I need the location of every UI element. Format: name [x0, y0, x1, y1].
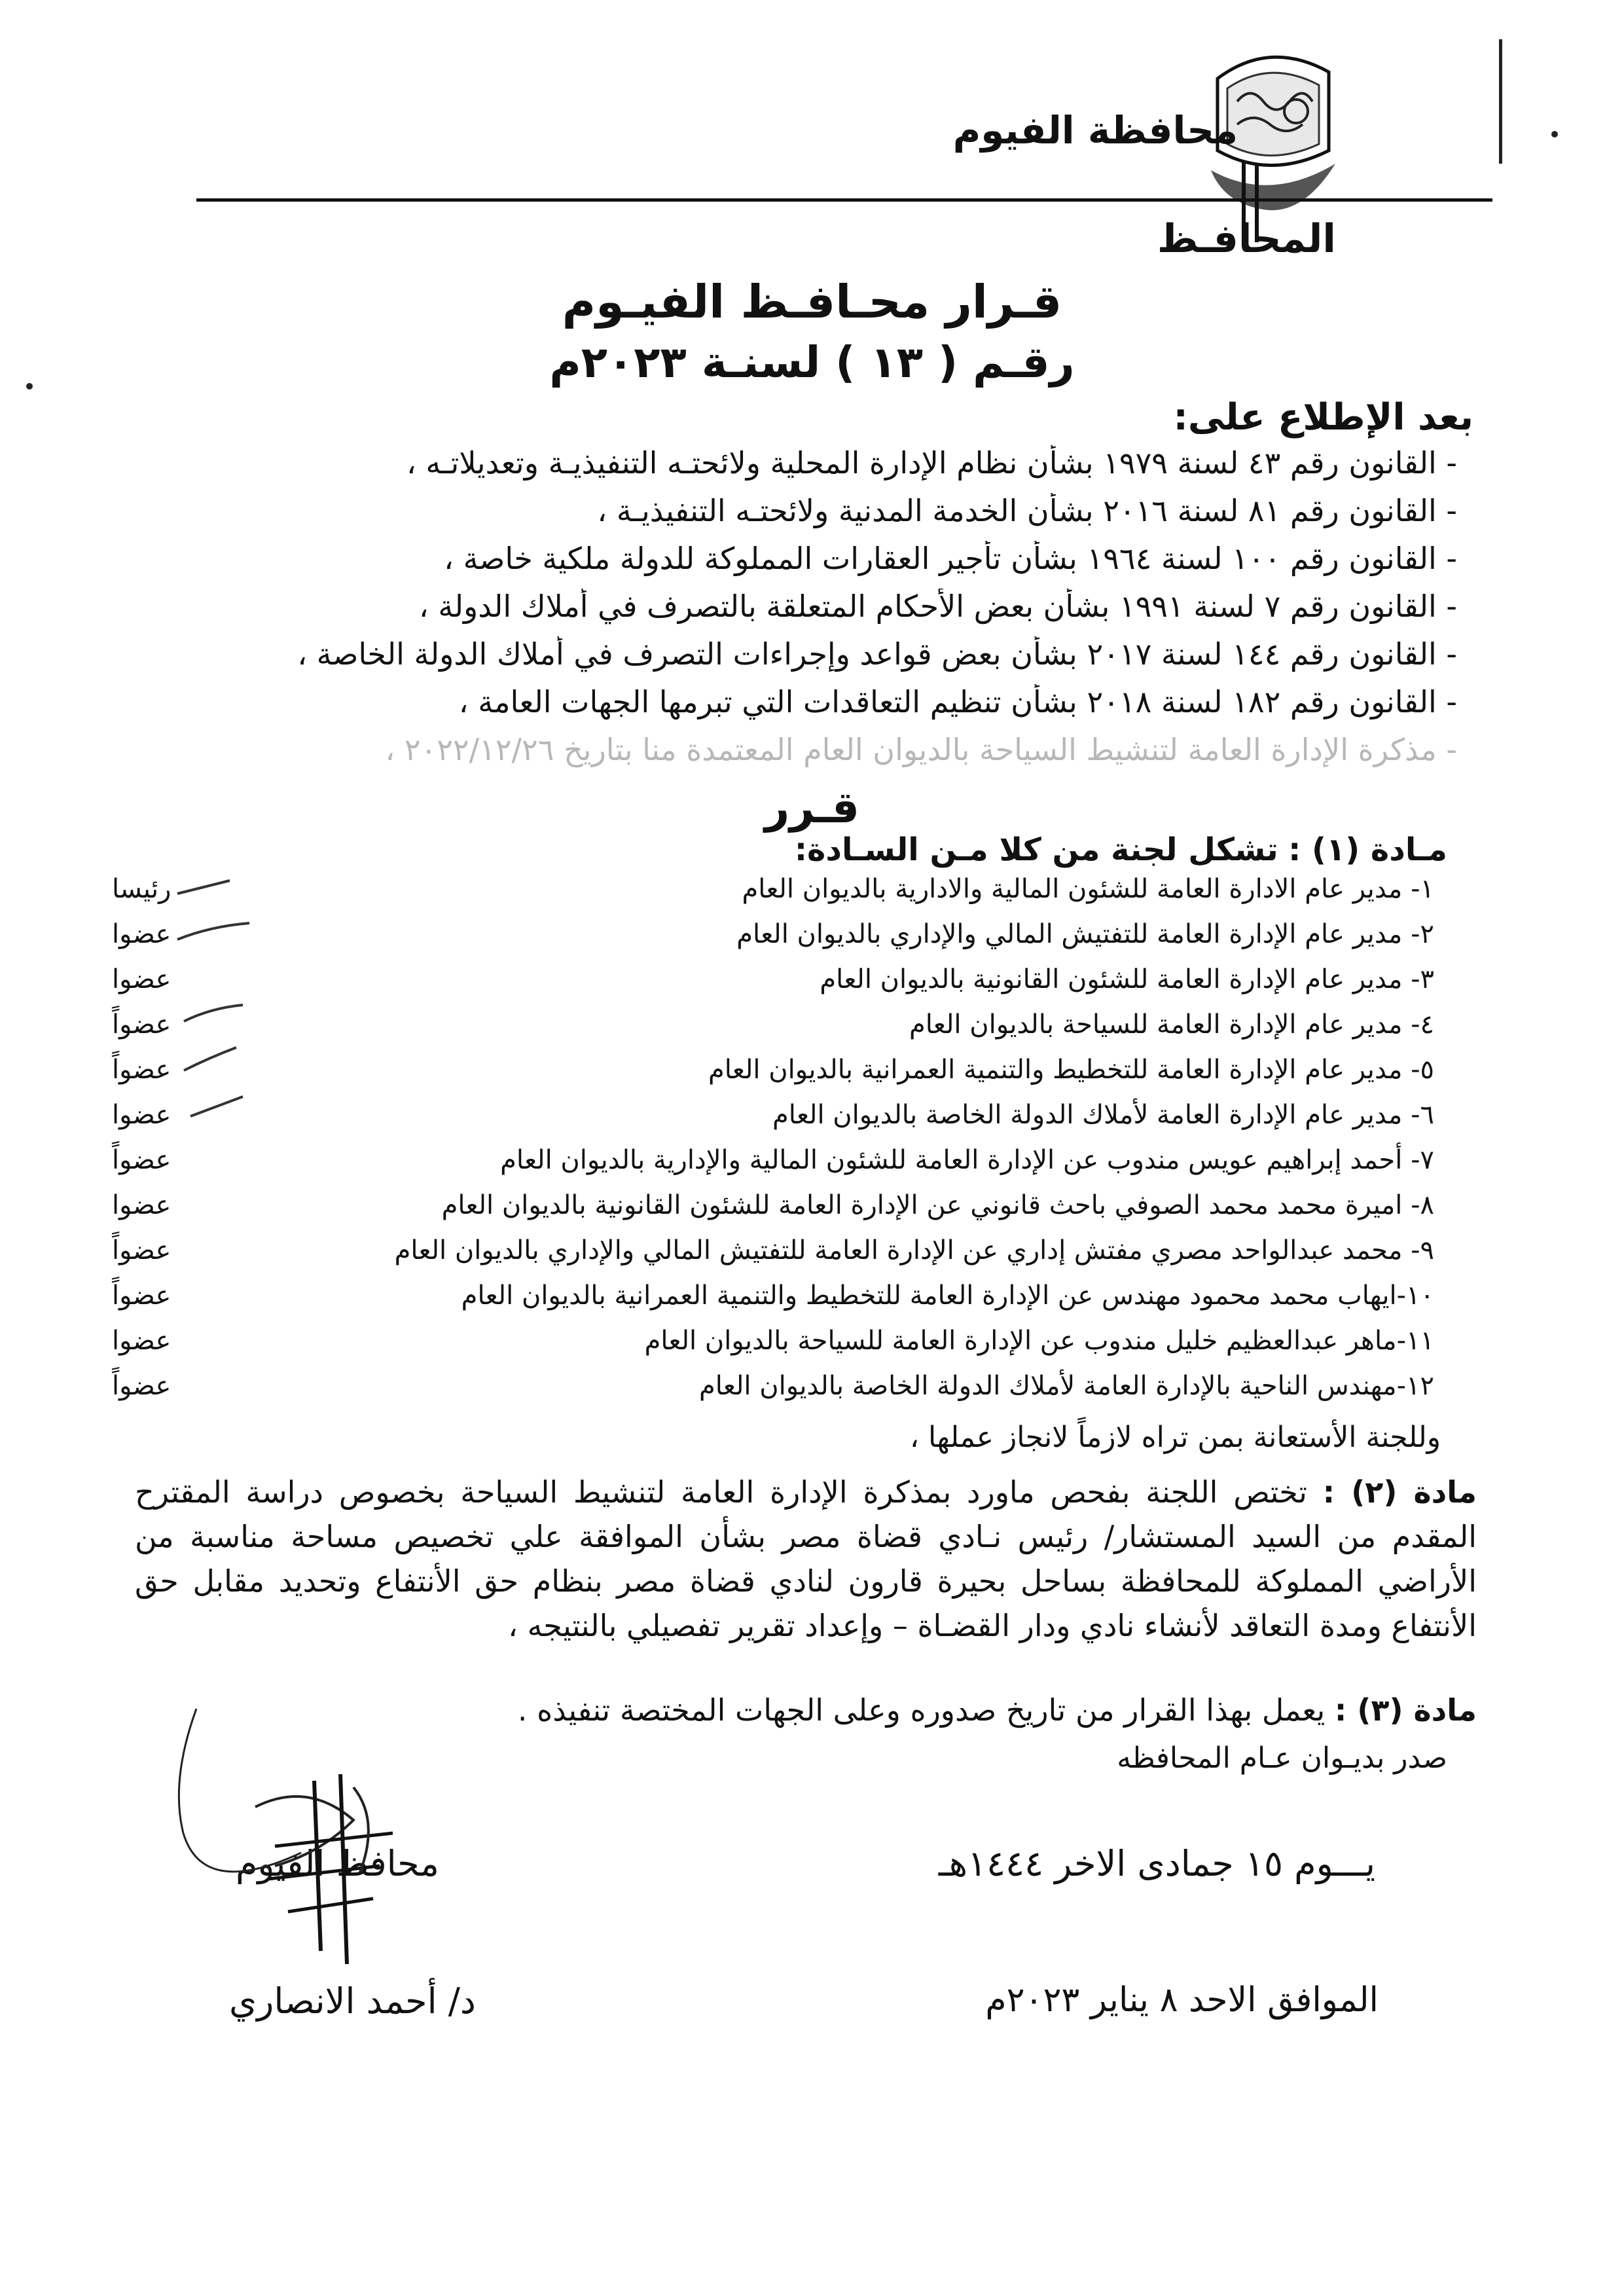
article-1-text: تشكل لجنة من كلا مـن السـادة:: [794, 831, 1278, 868]
member-row: [112, 1010, 1434, 1055]
article-3: [518, 1692, 1477, 1728]
decision-title: قـرار محـافـظ الفيـوم: [562, 275, 1062, 329]
law-item: - القانون رقم ١٠٠ لسنة ١٩٦٤ بشأن تأجير العقارات المملوكة للدولة ملكية خاصة ،: [444, 541, 1457, 576]
law-item: - القانون رقم ١٨٢ لسنة ٢٠١٨ بشأن تنظيم التعاقدات التي تبرمها الجهات العامة ،: [458, 684, 1457, 720]
laws-list: [96, 445, 1457, 780]
committee-note: وللجنة الأستعانة بمن تراه لازماً لانجاز عملها ،: [909, 1421, 1441, 1454]
member-role: عضوا: [112, 1326, 171, 1356]
member-role: عضوا: [112, 1100, 171, 1130]
preamble-heading: بعد الإطلاع على:: [1173, 396, 1473, 439]
member-role: عضواً: [112, 1281, 171, 1311]
decides-heading: قـرر: [765, 782, 859, 833]
member-text: ٣- مدير عام الإدارة العامة للشئون القانونية بالديوان العام: [820, 964, 1434, 994]
member-text: ٥- مدير عام الإدارة العامة للتخطيط والتنمية العمرانية بالديوان العام: [708, 1055, 1434, 1085]
member-role: عضوا: [112, 964, 171, 994]
handwritten-signature-icon: [157, 1702, 497, 1977]
member-role: عضوا: [112, 919, 171, 949]
member-role: عضواً: [112, 1235, 171, 1266]
member-text: ٢- مدير عام الإدارة العامة للتفتيش المالي والإداري بالديوان العام: [736, 919, 1434, 949]
member-text: ٧- أحمد إبراهيم عويس مندوب عن الإدارة العامة للشئون المالية والإدارية بالديوان العام: [500, 1145, 1434, 1175]
member-role: عضواً: [112, 1010, 171, 1040]
scan-dot: [1551, 131, 1558, 137]
member-text: ٨- اميرة محمد محمد الصوفي باحث قانوني عن الإدارة العامة للشئون القانونية بالديوان العام: [441, 1190, 1434, 1220]
member-row: [112, 1145, 1434, 1190]
member-text: ٦- مدير عام الإدارة العامة لأملاك الدولة الخاصة بالديوان العام: [772, 1100, 1434, 1130]
signatory-title: محافظ الفيوم: [236, 1843, 439, 1884]
member-row: [112, 874, 1434, 919]
organization-name: محافظة الفيوم: [952, 108, 1238, 153]
member-row: [112, 964, 1434, 1010]
member-row: [112, 1055, 1434, 1100]
member-role: عضواً: [112, 1145, 171, 1175]
article-2: [135, 1470, 1477, 1648]
header-divider: [196, 198, 1492, 202]
article-2-text: تختص اللجنة بفحص ماورد بمذكرة الإدارة العامة لتنشيط السياحة بخصوص دراسة المقترح المقدم من السيد المستشار/ رئيس نـادي قضاة مصر بشأن الموافقة علي تخصيص مساحة مناسبة من الأراضي المملوكة للمحافظة بساحل بحيرة قارون لنادي قضاة مصر بنظام حق الأنتفاع وتحديد مقابل حق الأنتفاع ومدة التعاقد لأنشاء نادي ودار القضـاة – وإعداد تقرير تفصيلي بالنتيجه ،: [135, 1474, 1477, 1643]
law-item: - مذكرة الإدارة العامة لتنشيط السياحة بالديوان العام المعتمدة منا بتاريخ ٢٠٢٢/١٢/٢٦ ،: [385, 732, 1457, 767]
member-role: عضوا: [112, 1190, 171, 1220]
member-text: ٩- محمد عبدالواحد مصري مفتش إداري عن الإدارة العامة للتفتيش المالي والإداري بالديوان العام: [394, 1235, 1434, 1266]
decision-number: رقـم ( ١٣ ) لسنـة ٢٠٢٣م: [549, 337, 1075, 388]
hijri-date: يـــوم ١٥ جمادى الاخر ١٤٤٤هـ: [938, 1843, 1375, 1884]
member-row: [112, 919, 1434, 964]
member-text: ١٢-مهندس الناحية بالإدارة العامة لأملاك الدولة الخاصة بالديوان العام: [698, 1371, 1434, 1401]
law-item: - القانون رقم ٨١ لسنة ٢٠١٦ بشأن الخدمة المدنية ولائحتـه التنفيذيـة ،: [597, 493, 1457, 528]
member-text: ١- مدير عام الادارة العامة للشئون المالية والادارية بالديوان العام: [742, 874, 1434, 904]
member-row: [112, 1235, 1434, 1281]
gregorian-date: الموافق الاحد ٨ يناير ٢٠٢٣م: [985, 1980, 1379, 2020]
member-row: [112, 1281, 1434, 1326]
margin-mark: [1499, 39, 1502, 164]
law-item: - القانون رقم ٧ لسنة ١٩٩١ بشأن بعض الأحكام المتعلقة بالتصرف في أملاك الدولة ،: [418, 589, 1457, 624]
member-row: [112, 1190, 1434, 1235]
member-row: [112, 1100, 1434, 1145]
member-text: ٤- مدير عام الإدارة العامة للسياحة بالديوان العام: [909, 1010, 1434, 1040]
member-row: [112, 1371, 1434, 1416]
office-title: المحافـظ: [1157, 216, 1336, 262]
article-1: [795, 831, 1447, 868]
issued-at: صدر بديـوان عـام المحافظه: [1117, 1741, 1447, 1775]
member-text: ١١-ماهر عبدالعظيم خليل مندوب عن الإدارة العامة للسياحة بالديوان العام: [644, 1326, 1434, 1356]
member-row: [112, 1326, 1434, 1371]
article-3-label: مادة (٣) :: [1334, 1692, 1477, 1728]
law-item: - القانون رقم ٤٣ لسنة ١٩٧٩ بشأن نظام الإدارة المحلية ولائحتـه التنفيذيـة وتعديلاتـه ،: [406, 445, 1457, 481]
law-item: - القانون رقم ١٤٤ لسنة ٢٠١٧ بشأن بعض قواعد وإجراءات التصرف في أملاك الدولة الخاصة ،: [297, 636, 1457, 672]
article-2-label: مادة (٢) :: [1322, 1474, 1477, 1510]
committee-members: [112, 874, 1434, 1416]
article-1-label: مـادة (١) :: [1288, 831, 1447, 868]
member-role: عضواً: [112, 1371, 171, 1401]
member-role: عضواً: [112, 1055, 171, 1085]
signatory-name: د/ أحمد الانصاري: [229, 1980, 476, 2022]
member-text: ١٠-ايهاب محمد محمود مهندس عن الإدارة العامة للتخطيط والتنمية العمرانية بالديوان العام: [461, 1281, 1434, 1311]
article-3-text: يعمل بهذا القرار من تاريخ صدوره وعلى الجهات المختصة تنفيذه .: [517, 1692, 1326, 1728]
member-role: رئيسا: [112, 874, 171, 904]
